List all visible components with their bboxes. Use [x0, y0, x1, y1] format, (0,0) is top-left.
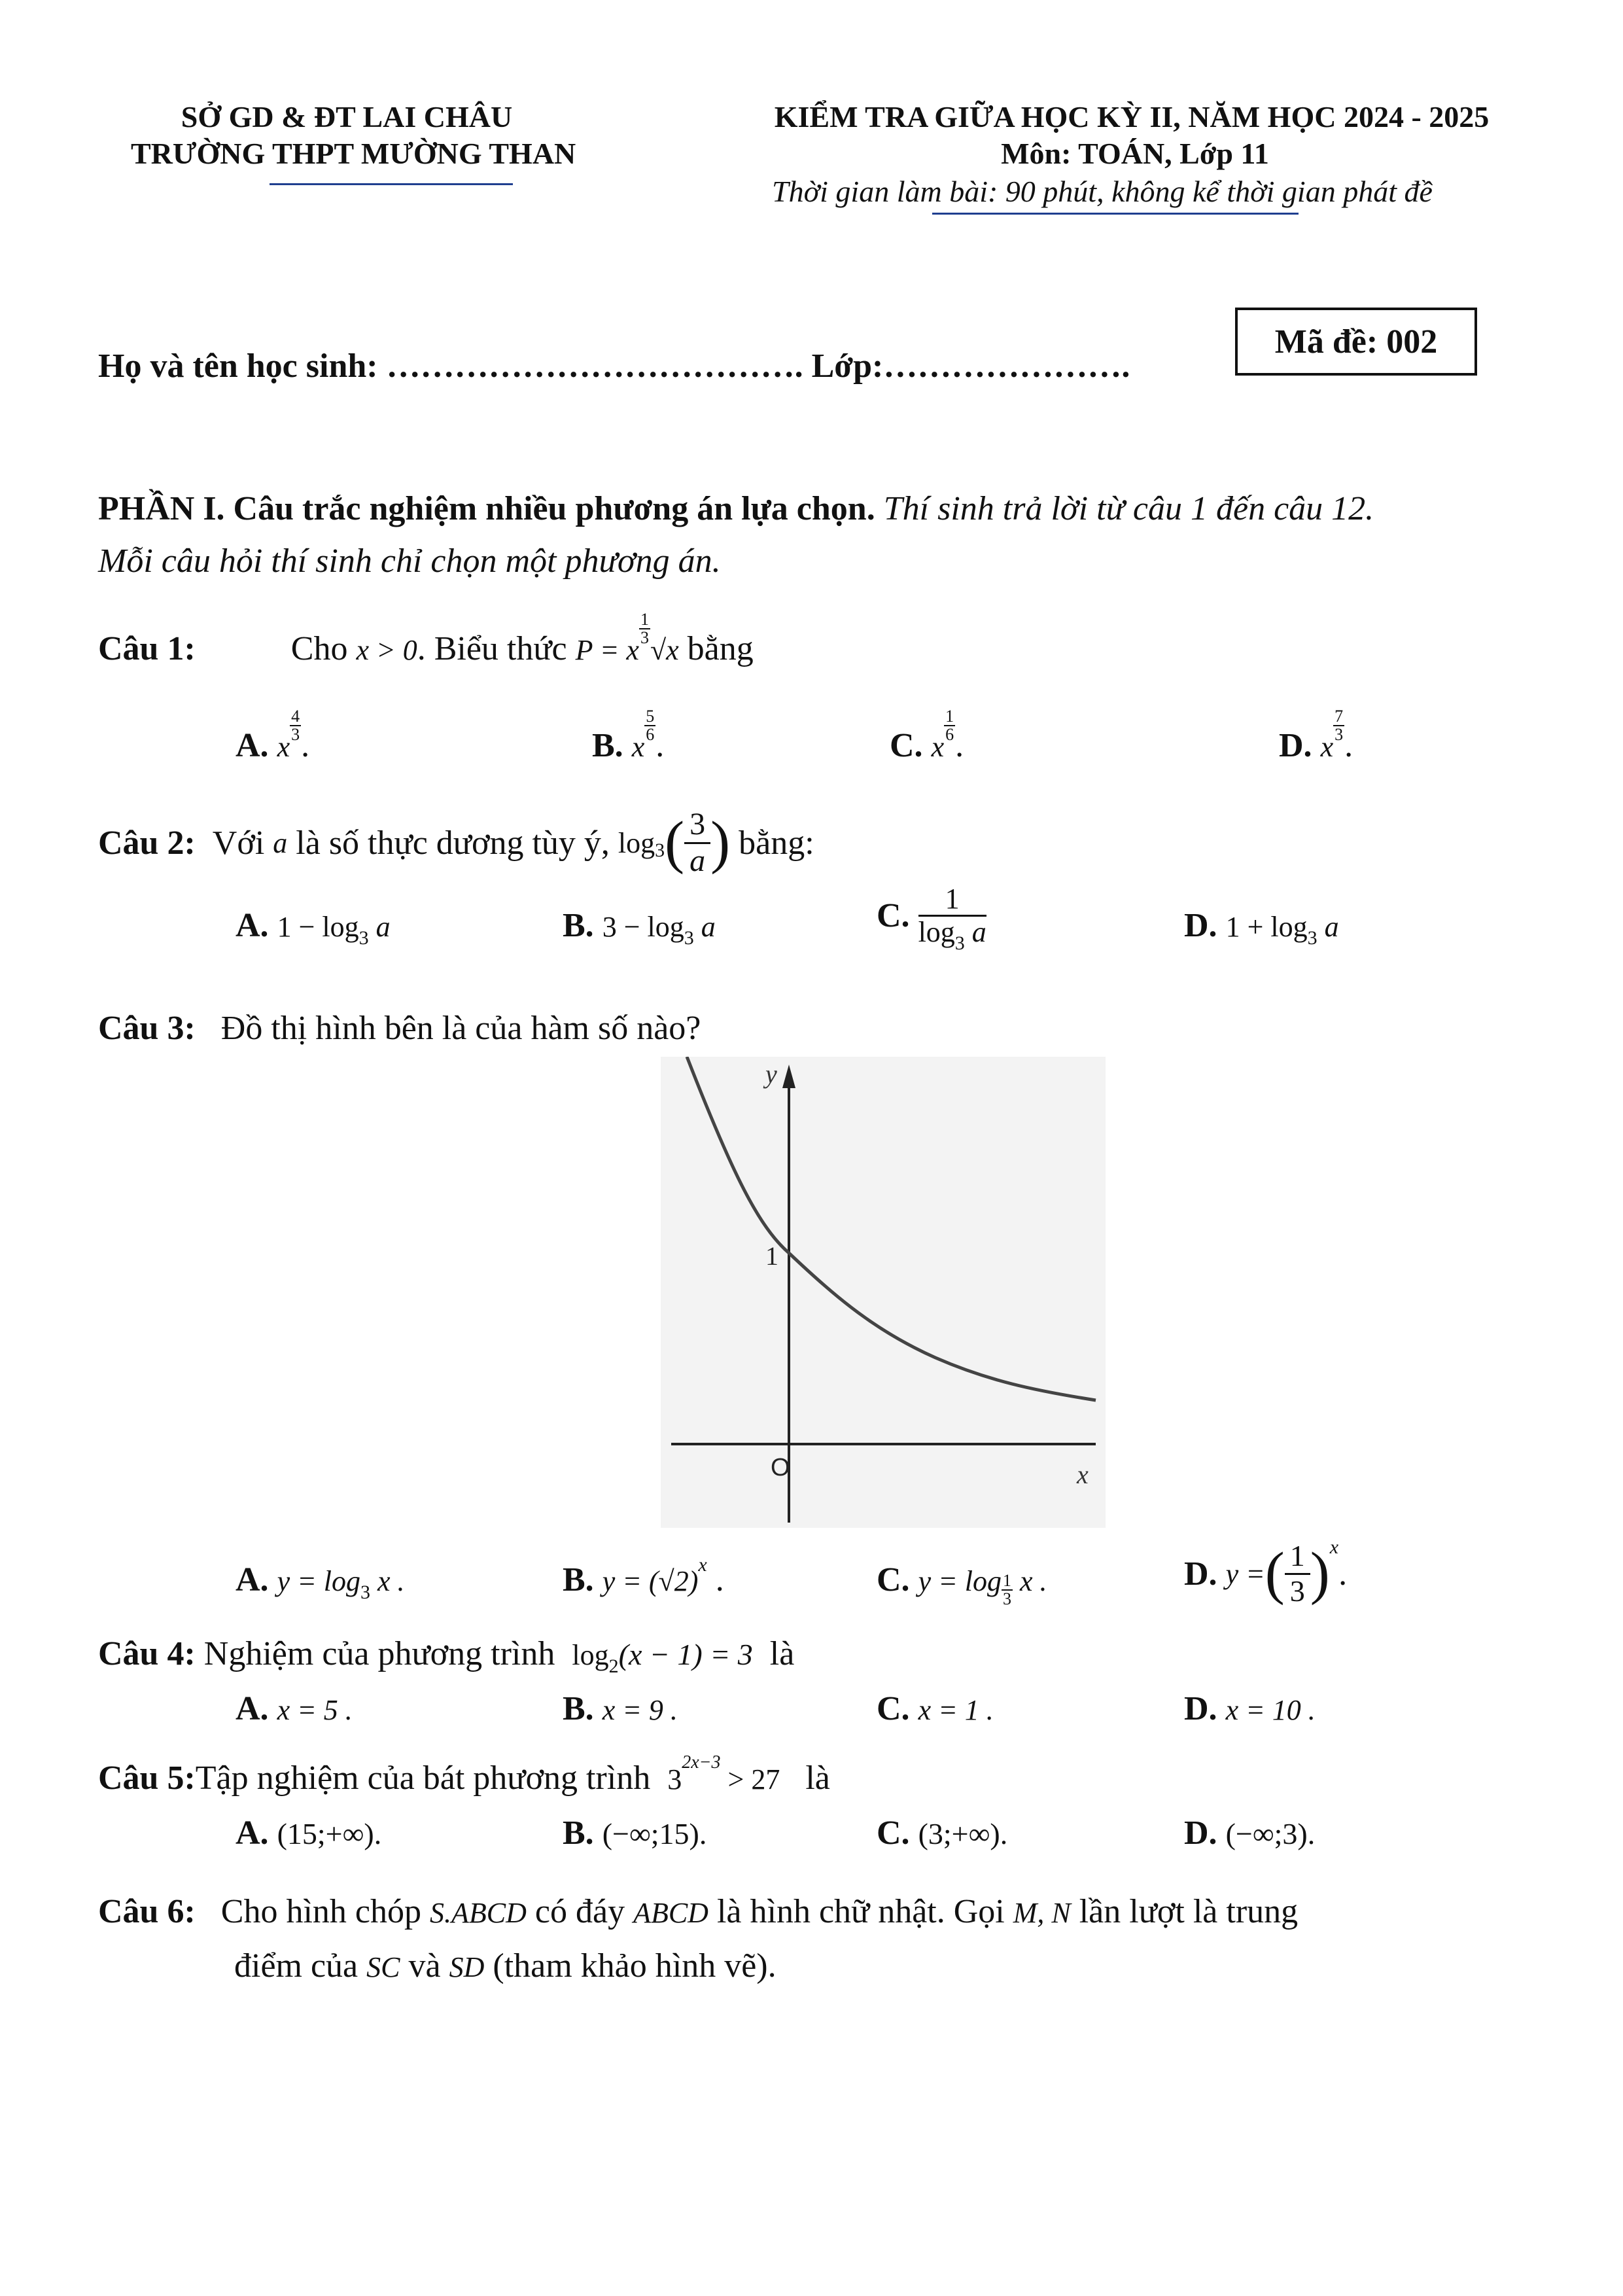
q5-option-c[interactable] — [877, 1814, 1007, 1852]
y-axis-label: y — [765, 1059, 777, 1089]
q5-option-b-label: B. — [563, 1814, 594, 1852]
q5-option-b[interactable] — [563, 1814, 707, 1852]
q2-option-c-den-post: a — [964, 916, 986, 949]
q3-option-b[interactable] — [563, 1554, 724, 1599]
q6-text-2: có đáy — [534, 1893, 625, 1930]
q4-option-b[interactable] — [563, 1689, 678, 1728]
q1-text-cho: Cho — [290, 630, 348, 667]
q6-text-7: (tham khảo hình vẽ). — [493, 1947, 777, 1985]
q5-option-a-value: (15;+∞). — [277, 1817, 382, 1850]
q2-option-b[interactable] — [563, 906, 716, 949]
q1-option-c-base: x — [931, 731, 945, 763]
question-6-line2 — [234, 1947, 777, 1985]
q4-option-c-label: C. — [877, 1690, 910, 1727]
q5-option-d[interactable] — [1184, 1814, 1315, 1852]
question-2: Câu 2: Với a là số thực dương tùy ý, log 3 ( $\frac{3}{a}$ ) bằng: — [98, 806, 814, 878]
q4-log: log — [572, 1639, 609, 1671]
q3-text: Đồ thị hình bên là của hàm số nào? — [220, 1010, 701, 1047]
q3-option-d-num: 1 — [1285, 1540, 1310, 1575]
q2-log: log — [618, 826, 655, 859]
q2-option-b-sub: 3 — [684, 927, 694, 949]
q4-log-base: 2 — [608, 1655, 619, 1677]
q2-option-d-sub: 3 — [1307, 927, 1318, 949]
q3-option-d-pre: y = — [1225, 1557, 1265, 1590]
q2-option-c-num: 1 — [918, 883, 986, 917]
q2-option-a-pre: 1 − log — [277, 911, 359, 943]
q2-option-d-post: a — [1317, 911, 1339, 943]
q1-option-c-dot: . — [955, 727, 964, 764]
school-underline — [270, 183, 513, 185]
q3-option-c-label: C. — [877, 1561, 910, 1598]
q4-option-a-label: A. — [236, 1690, 269, 1727]
q2-option-a-sub: 3 — [358, 927, 369, 949]
q2-option-d[interactable] — [1184, 906, 1339, 949]
q1-option-d[interactable] — [1279, 707, 1353, 765]
q5-label: Câu 5: — [98, 1759, 196, 1797]
q4-equation: (x − 1) = 3 — [618, 1638, 753, 1671]
q1-option-c[interactable] — [890, 707, 964, 765]
q1-option-b[interactable] — [592, 707, 665, 765]
q2-frac-num: 3 — [684, 807, 710, 844]
origin-label: O — [771, 1454, 790, 1481]
q1-option-b-num: 5 — [646, 707, 655, 726]
part1-title: PHẦN I. Câu trắc nghiệm nhiều phương án lựa chọn. — [98, 490, 875, 527]
q3-option-a[interactable] — [236, 1561, 405, 1603]
q2-option-a-post: a — [368, 911, 391, 943]
q1-option-d-den: 3 — [1335, 725, 1344, 744]
q2-option-d-pre: 1 + log — [1225, 911, 1308, 943]
q1-option-c-label: C. — [890, 727, 923, 764]
q3-option-c-sub-den: 3 — [1003, 1589, 1012, 1608]
q4-option-a-value: x = 5 . — [277, 1694, 353, 1726]
q1-option-a-base: x — [277, 731, 290, 763]
question-4 — [98, 1634, 795, 1677]
question-6 — [98, 1892, 1298, 1931]
q2-var-a: a — [273, 826, 288, 859]
q6-sc: SC — [366, 1951, 400, 1983]
q3-option-b-pre: y = (√2) — [602, 1565, 699, 1597]
q2-option-c-den-sub: 3 — [954, 932, 965, 955]
q4-text-2: là — [769, 1635, 795, 1672]
q2-log-base: 3 — [655, 839, 665, 861]
q3-option-d-sup: x — [1329, 1536, 1339, 1558]
q1-exp-den: 3 — [640, 628, 649, 647]
q6-points: M, N — [1013, 1897, 1071, 1929]
question-1 — [98, 610, 754, 668]
q4-option-d-value: x = 10 . — [1225, 1694, 1316, 1726]
q5-exponent: 2x−3 — [682, 1752, 721, 1773]
q1-option-d-base: x — [1320, 731, 1334, 763]
q3-option-a-sub: 3 — [360, 1581, 371, 1603]
q2-option-c-den-pre: log — [918, 916, 955, 949]
q4-text-1: Nghiệm của phương trình — [203, 1635, 555, 1672]
q1-option-b-den: 6 — [646, 725, 655, 744]
q3-option-a-post: x . — [370, 1565, 405, 1597]
q1-P: P = x — [575, 634, 639, 666]
school-name: TRƯỜNG THPT MƯỜNG THAN — [131, 137, 576, 170]
graph-background — [661, 1057, 1106, 1528]
exam-title: KIỂM TRA GIỮA HỌC KỲ II, NĂM HỌC 2024 - 2025 — [774, 100, 1490, 133]
q2-option-b-post: a — [693, 911, 716, 943]
q4-option-d[interactable] — [1184, 1689, 1316, 1728]
q5-base: 3 — [667, 1763, 682, 1795]
q6-text-3: là hình chữ nhật. Gọi — [716, 1893, 1005, 1930]
q3-option-b-post: . — [707, 1561, 724, 1598]
q2-frac-den: a — [689, 843, 706, 878]
q3-option-c-post: x . — [1013, 1565, 1047, 1597]
part1-heading — [98, 489, 1374, 528]
q3-option-d-den: 3 — [1289, 1574, 1305, 1608]
q1-label: Câu 1: — [98, 630, 196, 667]
q1-option-b-label: B. — [592, 727, 623, 764]
q2-option-a-label: A. — [236, 907, 269, 944]
q1-option-a-den: 3 — [291, 725, 300, 744]
q5-option-c-label: C. — [877, 1814, 910, 1852]
q4-option-d-label: D. — [1184, 1690, 1217, 1727]
q2-text-1: Với — [212, 824, 265, 862]
q3-graph — [661, 1057, 1106, 1528]
q2-option-b-label: B. — [563, 907, 594, 944]
q1-option-a-label: A. — [236, 727, 269, 764]
q1-option-d-dot: . — [1344, 727, 1353, 764]
q5-option-b-value: (−∞;15). — [602, 1817, 707, 1850]
q1-option-d-label: D. — [1279, 727, 1312, 764]
q2-option-c[interactable] — [877, 883, 986, 955]
q3-option-c-pre: y = log — [918, 1565, 1002, 1597]
q1-option-b-dot: . — [655, 727, 665, 764]
q5-option-c-value: (3;+∞). — [918, 1817, 1008, 1850]
q1-option-c-den: 6 — [945, 725, 954, 744]
q4-option-b-label: B. — [563, 1690, 594, 1727]
part1-instr2: Mỗi câu hỏi thí sinh chỉ chọn một phương án. — [98, 542, 721, 580]
q5-option-d-label: D. — [1184, 1814, 1217, 1852]
q5-option-d-value: (−∞;3). — [1225, 1817, 1316, 1850]
student-info-line: Họ và tên học sinh: ………………………………. Lớp:…………………. — [98, 347, 1130, 385]
q4-option-c[interactable] — [877, 1689, 994, 1728]
q3-option-c[interactable] — [877, 1561, 1047, 1608]
q2-label: Câu 2: — [98, 824, 196, 862]
q1-option-b-base: x — [631, 731, 645, 763]
q3-option-c-sub-num: 1 — [1003, 1571, 1012, 1590]
q4-option-c-value: x = 1 . — [918, 1694, 994, 1726]
q1-option-a-dot: . — [301, 727, 310, 764]
q6-base: ABCD — [633, 1897, 708, 1929]
q3-option-d-post: . — [1338, 1555, 1348, 1593]
q3-option-b-label: B. — [563, 1561, 594, 1598]
q5-text-1: Tập nghiệm của bát phương trình — [195, 1759, 651, 1797]
q1-radical: √x — [650, 634, 679, 666]
x-axis-label: x — [1077, 1460, 1089, 1489]
part1-instr1: Thí sinh trả lời từ câu 1 đến câu 12. — [883, 490, 1374, 527]
q5-rhs: > 27 — [720, 1763, 780, 1795]
q2-text-3: bằng: — [739, 824, 814, 862]
q1-option-a[interactable] — [236, 707, 310, 765]
q5-text-2: là — [805, 1759, 830, 1797]
q2-option-a[interactable] — [236, 906, 391, 949]
q3-option-d[interactable]: D. y = ( $\frac{1}{3}$ ) x . — [1184, 1536, 1348, 1608]
q3-option-a-pre: y = log — [277, 1565, 361, 1597]
q6-text-6: và — [408, 1947, 441, 1985]
dept-name: SỞ GD & ĐT LAI CHÂU — [181, 100, 513, 133]
q3-option-a-label: A. — [236, 1561, 269, 1598]
q6-text-4: lần lượt là trung — [1079, 1893, 1299, 1930]
y-tick-1-label: 1 — [765, 1241, 778, 1271]
q1-option-d-num: 7 — [1335, 707, 1344, 726]
q1-option-c-num: 1 — [945, 707, 954, 726]
q4-option-b-value: x = 9 . — [602, 1694, 678, 1726]
q2-text-2: là số thực dương tùy ý, — [296, 824, 610, 862]
q1-text-end: bằng — [687, 630, 754, 667]
time-underline — [932, 213, 1299, 215]
q6-text-1: Cho hình chóp — [220, 1893, 422, 1930]
exam-code-box: Mã đề: 002 — [1235, 308, 1477, 376]
q3-option-d-label: D. — [1184, 1555, 1217, 1593]
q2-option-c-label: C. — [877, 897, 910, 935]
q6-text-5: điểm của — [234, 1947, 358, 1985]
q2-option-d-label: D. — [1184, 907, 1217, 944]
q1-option-a-num: 4 — [291, 707, 300, 726]
q4-label: Câu 4: — [98, 1635, 196, 1672]
q2-option-b-pre: 3 − log — [602, 911, 684, 943]
q6-pyramid: S.ABCD — [430, 1897, 527, 1929]
q5-option-a-label: A. — [236, 1814, 269, 1852]
q6-label: Câu 6: — [98, 1893, 196, 1930]
q5-option-a[interactable] — [236, 1814, 381, 1852]
q3-option-b-sup: x — [698, 1554, 707, 1576]
q1-condition: x > 0 — [356, 634, 417, 666]
q1-text-expr: . Biểu thức — [417, 630, 567, 667]
q6-sd: SD — [449, 1951, 485, 1983]
q4-option-a[interactable] — [236, 1689, 353, 1728]
time-line: Thời gian làm bài: 90 phút, không kể thời gian phát đề — [772, 175, 1433, 208]
q3-label: Câu 3: — [98, 1010, 196, 1047]
subject-line: Môn: TOÁN, Lớp 11 — [1001, 137, 1269, 170]
question-5 — [98, 1752, 830, 1797]
q1-exp-num: 1 — [640, 610, 649, 629]
question-3 — [98, 1009, 701, 1048]
